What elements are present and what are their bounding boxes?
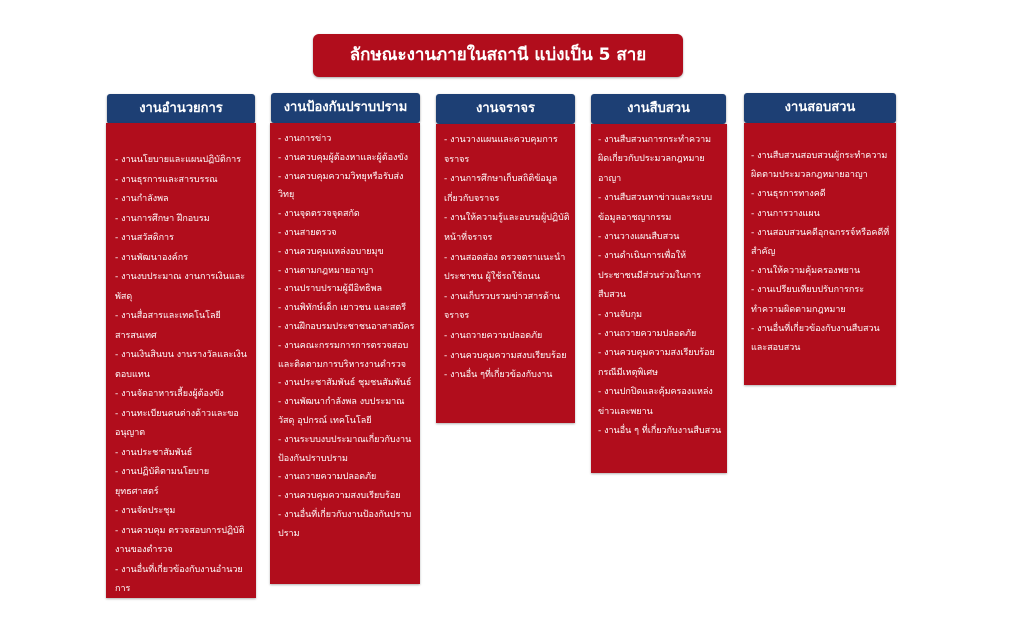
task-list-crime-prevention bbox=[270, 123, 420, 544]
task-item: - งานจัดประชุม bbox=[115, 502, 252, 522]
task-item: - งานสายตรวจ bbox=[278, 224, 415, 243]
task-item: - งานจุดตรวจจุดสกัด bbox=[278, 205, 415, 224]
task-item: - งานสอดส่อง ตรวจตราแนะนำประชาชน ผู้ใช้รถใช้ถนน bbox=[444, 249, 570, 288]
task-item: - งานกำลังพล bbox=[115, 190, 252, 210]
task-item: - งานปกปิดและคุ้มครองแหล่งข่าวและพยาน bbox=[598, 383, 722, 422]
task-item: - งานพิทักษ์เด็ก เยาวชน และสตรี bbox=[278, 299, 415, 318]
column-body-inquiry bbox=[744, 123, 896, 385]
task-item: - งานปฏิบัติตามนโยบายยุทธศาสตร์ bbox=[115, 463, 252, 502]
task-item: - งานงบประมาณ งานการเงินและพัสดุ bbox=[115, 268, 252, 307]
task-item: - งานสืบสวนหาข่าวและระบบข้อมูลอาชญากรรม bbox=[598, 189, 722, 228]
task-item: - งานระบบงบประมาณเกี่ยวกับงานป้องกันปราบปราม bbox=[278, 431, 415, 469]
task-item: - งานปราบปรามผู้มีอิทธิพล bbox=[278, 280, 415, 299]
task-item: - งานถวายความปลอดภัย bbox=[444, 327, 570, 347]
column-body-investigation bbox=[591, 124, 727, 473]
task-item: - งานการศึกษา ฝึกอบรม bbox=[115, 210, 252, 230]
task-item: - งานทะเบียนคนต่างด้าวและขออนุญาต bbox=[115, 405, 252, 444]
task-item: - งานอื่นที่เกี่ยวกับงานป้องกันปราบปราม bbox=[278, 506, 415, 544]
task-item: - งานถวายความปลอดภัย bbox=[278, 468, 415, 487]
task-item: - งานควบคุมความสงบเรียบร้อย bbox=[278, 487, 415, 506]
task-item: - งานควบคุมความสงเรียบร้อยกรณีมีเหตุพิเศษ bbox=[598, 344, 722, 383]
task-item: - งานธุรการและสารบรรณ bbox=[115, 171, 252, 191]
column-body-traffic bbox=[436, 124, 575, 423]
task-item: - งานวางแผนและควบคุมการจราจร bbox=[444, 131, 570, 170]
task-item: - งานประชาสัมพันธ์ ชุมชนสัมพันธ์ bbox=[278, 374, 415, 393]
task-item: - งานอื่น ๆที่เกี่ยวข้องกับงาน bbox=[444, 366, 570, 386]
task-item: - งานวางแผนสืบสวน bbox=[598, 228, 722, 247]
task-item: - งานให้ความรู้และอบรมผู้ปฏิบัติหน้าที่จราจร bbox=[444, 209, 570, 248]
task-list-traffic bbox=[436, 124, 575, 386]
task-item: - งานอื่นที่เกี่ยวข้องกับงานสืบสวนและสอบสวน bbox=[751, 320, 891, 358]
task-item: - งานการวางแผน bbox=[751, 205, 891, 224]
task-item: - งานอื่นที่เกี่ยวข้องกับงานอำนวยการ bbox=[115, 561, 252, 599]
task-item: - งานตามกฎหมายอาญา bbox=[278, 262, 415, 281]
task-item: - งานพัฒนาองค์กร bbox=[115, 249, 252, 269]
task-item: - งานดำเนินการเพื่อให้ประชาชนมีส่วนร่วมในการสืบสวน bbox=[598, 247, 722, 305]
task-item: - งานสวัสดิการ bbox=[115, 229, 252, 249]
column-header-inquiry: งานสอบสวน bbox=[744, 93, 896, 123]
column-header-investigation: งานสืบสวน bbox=[591, 94, 726, 124]
task-item: - งานจับกุม bbox=[598, 306, 722, 325]
column-body-crime-prevention bbox=[270, 123, 420, 584]
task-item: - งานสื่อสารและเทคโนโลยีสารสนเทศ bbox=[115, 307, 252, 346]
task-item: - งานสืบสวนการกระทำความผิดเกี่ยวกับประมวลกฎหมายอาญา bbox=[598, 131, 722, 189]
task-item: - งานฝึกอบรมประชาชนอาสาสมัคร bbox=[278, 318, 415, 337]
task-item: - งานคณะกรรมการการตรวจสอบและติดตามการบริหารงานตำรวจ bbox=[278, 337, 415, 375]
task-item: - งานประชาสัมพันธ์ bbox=[115, 444, 252, 464]
task-list-investigation bbox=[591, 124, 727, 442]
task-item: - งานเงินสินบน งานรางวัลและเงินตอบแทน bbox=[115, 346, 252, 385]
task-item: - งานควบคุมความวิทยุหรือรับส่งวิทยุ bbox=[278, 168, 415, 206]
task-item: - งานพัฒนากำลังพล งบประมาณ วัสดุ อุปกรณ์ เทคโนโลยี bbox=[278, 393, 415, 431]
task-item: - งานเปรียบเทียบปรับการกระทำความผิดตามกฎหมาย bbox=[751, 281, 891, 319]
task-item: - งานควบคุมแหล่งอบายมุข bbox=[278, 243, 415, 262]
column-header-administration: งานอำนวยการ bbox=[107, 94, 255, 124]
task-item: - งานอื่น ๆ ที่เกี่ยวกับงานสืบสวน bbox=[598, 422, 722, 441]
diagram-title: ลักษณะงานภายในสถานี แบ่งเป็น 5 สาย bbox=[313, 34, 683, 77]
task-item: - งานควบคุมความสงบเรียบร้อย bbox=[444, 347, 570, 367]
task-item: - งานสืบสวนสอบสวนผู้กระทำความผิดตามประมวลกฎหมายอาญา bbox=[751, 147, 891, 185]
task-item: - งานควบคุม ตรวจสอบการปฏิบัติงานของตำรวจ bbox=[115, 522, 252, 561]
task-item: - งานถวายความปลอดภัย bbox=[598, 325, 722, 344]
task-item: - งานจัดอาหารเลี้ยงผู้ต้องขัง bbox=[115, 385, 252, 405]
column-body-administration bbox=[106, 123, 256, 598]
task-item: - งานการศึกษาเก็บสถิติข้อมูลเกี่ยวกับจราจร bbox=[444, 170, 570, 209]
task-item: - งานนโยบายและแผนปฏิบัติการ bbox=[115, 151, 252, 171]
task-item: - งานให้ความคุ้มครองพยาน bbox=[751, 262, 891, 281]
task-item: - งานสอบสวนคดีอุกฉกรรจ์หรือคดีที่สำคัญ bbox=[751, 224, 891, 262]
task-item: - งานการข่าว bbox=[278, 130, 415, 149]
task-list-administration bbox=[106, 123, 256, 598]
column-header-crime-prevention: งานป้องกันปราบปราม bbox=[271, 93, 420, 123]
task-list-inquiry bbox=[744, 123, 896, 358]
column-header-traffic: งานจราจร bbox=[436, 94, 575, 124]
task-item: - งานเก็บรวบรวมข่าวสารด้านจราจร bbox=[444, 288, 570, 327]
task-item: - งานควบคุมผู้ต้องหาและผู้ต้องขัง bbox=[278, 149, 415, 168]
task-item: - งานธุรการทางคดี bbox=[751, 185, 891, 204]
